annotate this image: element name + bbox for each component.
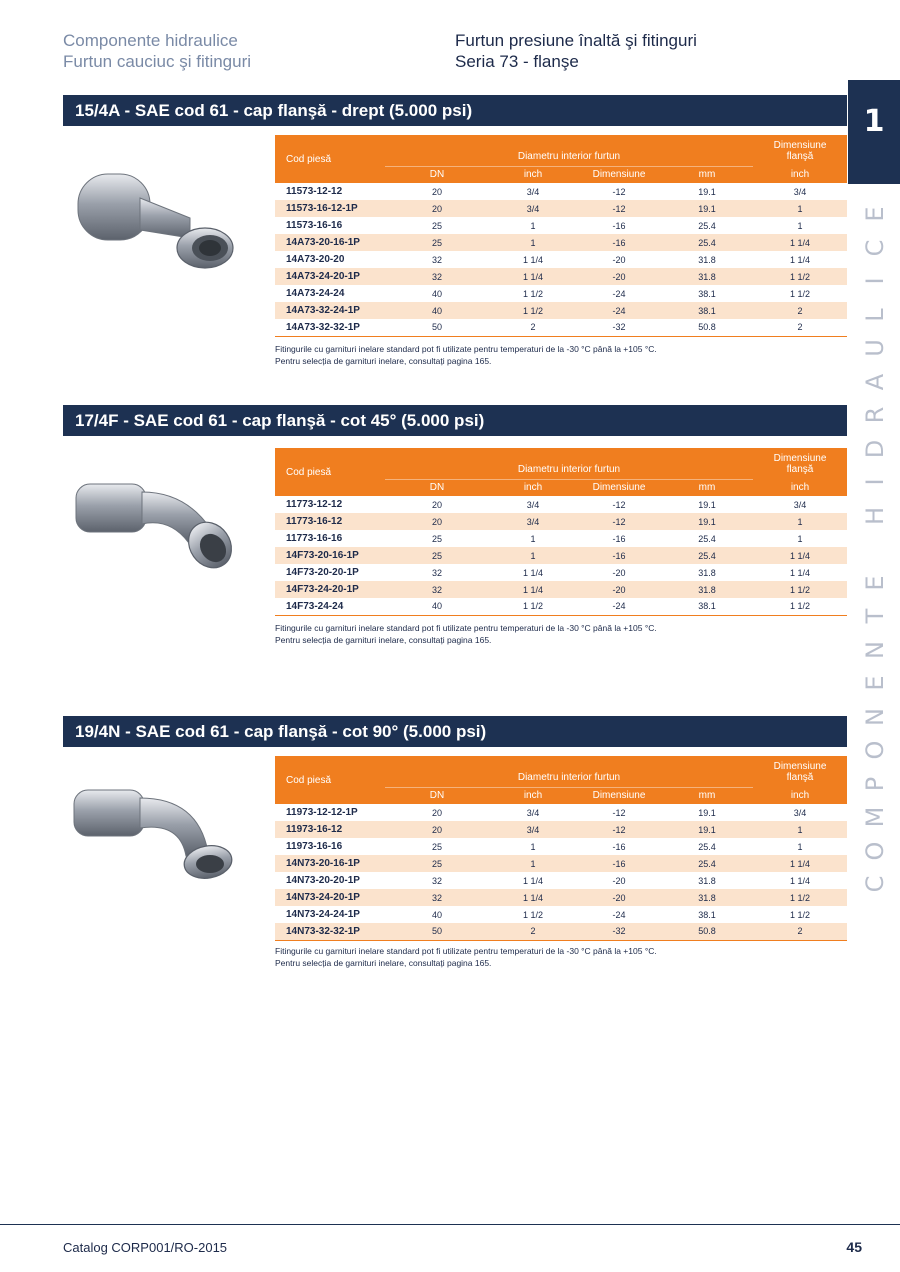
cell-part-code: 11573-16-16 [286, 220, 343, 231]
col-header-code: Cod piesă [275, 135, 385, 183]
cell-dn: 50 [385, 319, 489, 336]
cell-part-code: 14N73-24-24-1P [286, 909, 360, 920]
side-title-letter: E [861, 206, 889, 222]
cell-dimension: -12 [612, 186, 626, 197]
table-row [275, 838, 847, 855]
cell-mm: 31.8 [661, 889, 753, 906]
cell-mm: 38.1 [661, 598, 753, 615]
cell-inch: 3/4 [489, 821, 577, 838]
table-row [275, 183, 847, 200]
cell-part-code: 11773-16-12 [275, 513, 385, 530]
col-header-mm: mm [661, 166, 753, 183]
cell-flange-inch: 1 [753, 513, 847, 530]
cell-part-code: 11573-12-12 [286, 186, 343, 197]
cell-dimension: -20 [577, 581, 661, 598]
spec-table [275, 756, 847, 941]
cell-flange-inch: 1 1/2 [789, 288, 811, 299]
section-title: 19/4N - SAE cod 61 - cap flanşă - cot 90° (5.000 psi) [63, 716, 847, 747]
cell-flange-inch: 1 1/4 [753, 855, 847, 872]
cell-dimension: -12 [612, 499, 626, 510]
cell-flange-inch: 2 [753, 319, 847, 336]
cell-dimension: -16 [577, 855, 661, 872]
cell-inch: 1 [489, 855, 577, 872]
cell-part-code: 14F73-24-20-1P [275, 581, 385, 598]
cell-part-code: 11773-16-16 [286, 533, 343, 544]
table-row [275, 319, 847, 336]
cell-dn: 25 [431, 841, 442, 852]
side-title-letter: H [861, 506, 889, 525]
cell-dn: 25 [385, 855, 489, 872]
cell-dn: 32 [385, 889, 489, 906]
cell-mm: 25.4 [698, 220, 716, 231]
cell-part-code: 11973-16-16 [286, 841, 343, 852]
spec-table [275, 135, 847, 337]
cell-inch: 1 1/4 [489, 889, 577, 906]
cell-flange-inch: 3/4 [793, 499, 807, 510]
cell-mm: 50.8 [661, 319, 753, 336]
cell-mm: 19.1 [698, 807, 716, 818]
col-header-mm: mm [661, 479, 753, 496]
table-row [275, 564, 847, 581]
cell-mm: 50.8 [661, 923, 753, 940]
cell-part-code: 14F73-24-24 [275, 598, 385, 615]
col-header-flange-inch: inch [753, 479, 847, 496]
table-row [275, 234, 847, 251]
cell-flange-inch: 1 [797, 841, 803, 852]
table-row [275, 906, 847, 923]
note-seal-reference: Pentru selecția de garnituri inelare, consultați pagina 165. [275, 958, 492, 968]
cell-dimension: -16 [612, 841, 626, 852]
cell-dn: 32 [431, 567, 442, 578]
note-temperature: Fitingurile cu garnituri inelare standard pot fi utilizate pentru temperaturi de la -30 °C până la +105 °C. [275, 946, 657, 956]
cell-mm: 19.1 [698, 186, 716, 197]
cell-dimension: -16 [577, 547, 661, 564]
cell-inch: 1 1/4 [522, 254, 544, 265]
side-title-letter: N [861, 707, 889, 726]
45-degree-flange-fitting-image [70, 470, 250, 580]
cell-dn: 40 [431, 909, 442, 920]
cell-part-code: 14A73-24-20-1P [275, 268, 385, 285]
cell-flange-inch: 1 1/2 [789, 909, 811, 920]
cell-dimension: -16 [612, 533, 626, 544]
side-title-letter: D [861, 439, 889, 458]
col-header-flange-dimension [753, 448, 847, 479]
cell-inch: 1 [530, 841, 536, 852]
cell-flange-inch: 1 1/4 [753, 547, 847, 564]
cell-flange-inch: 1 1/4 [789, 254, 811, 265]
cell-dimension: -24 [612, 288, 626, 299]
side-title-letter: R [861, 406, 889, 424]
table-row [275, 251, 847, 268]
page-number: 45 [846, 1239, 862, 1255]
table-row [275, 302, 847, 319]
table-note [275, 945, 657, 969]
col-header-dn: DN [385, 166, 489, 183]
table-row [275, 268, 847, 285]
cell-dimension: -20 [612, 875, 626, 886]
cell-mm: 31.8 [698, 254, 716, 265]
col-header-code: Cod piesă [275, 756, 385, 804]
90-degree-flange-fitting-image [70, 782, 250, 892]
cell-flange-inch: 3/4 [793, 807, 807, 818]
note-seal-reference: Pentru selecția de garnituri inelare, consultați pagina 165. [275, 635, 492, 645]
side-title-letter: E [861, 675, 889, 691]
cell-part-code: 14N73-20-16-1P [275, 855, 385, 872]
table-row [275, 889, 847, 906]
cell-mm: 38.1 [661, 302, 753, 319]
cell-part-code: 11973-16-12 [275, 821, 385, 838]
cell-mm: 25.4 [698, 841, 716, 852]
cell-part-code: 14N73-32-32-1P [275, 923, 385, 940]
flange-dim-line1: Dimensiune [773, 760, 827, 772]
side-title-letter: A [861, 373, 889, 390]
cell-dimension: -12 [577, 821, 661, 838]
side-chapter-title [856, 200, 894, 900]
cell-inch: 1 1/4 [489, 581, 577, 598]
col-header-inner-diameter: Diametru interior furtun [385, 448, 753, 479]
cell-inch: 1 1/4 [522, 875, 544, 886]
table-row [275, 804, 847, 821]
header-left [63, 30, 251, 72]
cell-flange-inch: 1 1/4 [789, 567, 811, 578]
cell-dn: 20 [431, 499, 442, 510]
cell-mm: 31.8 [661, 268, 753, 285]
cell-part-code: 14N73-24-20-1P [275, 889, 385, 906]
footer-catalog: Catalog CORP001/RO-2015 [63, 1240, 228, 1255]
cell-dimension: -12 [577, 200, 661, 217]
header-right [455, 30, 697, 72]
cell-dn: 20 [431, 186, 442, 197]
section-title: 17/4F - SAE cod 61 - cap flanşă - cot 45° (5.000 psi) [63, 405, 847, 436]
cell-flange-inch: 1 [753, 200, 847, 217]
side-title-letter: O [861, 740, 889, 760]
header-product-line: Furtun presiune înaltă şi fitinguri [455, 31, 697, 50]
section-title: 15/4A - SAE cod 61 - cap flanşă - drept (5.000 psi) [63, 95, 847, 126]
cell-inch: 1 1/2 [489, 598, 577, 615]
table-row [275, 547, 847, 564]
side-title-letter: C [861, 239, 889, 256]
cell-mm: 19.1 [661, 821, 753, 838]
chapter-tab[interactable]: 1 [848, 80, 900, 184]
cell-dimension: -16 [577, 234, 661, 251]
cell-inch: 3/4 [526, 499, 540, 510]
cell-inch: 1 1/2 [522, 288, 544, 299]
flange-dim-line2: flanşă [786, 771, 814, 783]
cell-mm: 38.1 [698, 909, 716, 920]
col-header-flange-dimension [753, 756, 847, 787]
straight-flange-fitting-image [70, 160, 250, 270]
col-header-flange-inch: inch [753, 787, 847, 804]
cell-dn: 32 [385, 268, 489, 285]
cell-dimension: -12 [612, 807, 626, 818]
col-header-inch: inch [489, 787, 577, 804]
note-temperature: Fitingurile cu garnituri inelare standard pot fi utilizate pentru temperaturi de la -30 °C până la +105 °C. [275, 623, 657, 633]
cell-inch: 3/4 [526, 186, 540, 197]
note-temperature: Fitingurile cu garnituri inelare standard pot fi utilizate pentru temperaturi de la -30 °C până la +105 °C. [275, 344, 657, 354]
table-row [275, 496, 847, 513]
table-row [275, 217, 847, 234]
cell-part-code: 14A73-20-16-1P [275, 234, 385, 251]
cell-flange-inch: 2 [753, 923, 847, 940]
side-title-letter: M [861, 806, 889, 828]
side-title-letter: E [861, 574, 889, 591]
side-title-letter: U [861, 339, 889, 357]
cell-mm: 25.4 [661, 855, 753, 872]
table-row [275, 285, 847, 302]
cell-dimension: -24 [577, 302, 661, 319]
cell-mm: 31.8 [698, 875, 716, 886]
table-row [275, 821, 847, 838]
footer-divider [0, 1224, 900, 1225]
flange-dim-line2: flanşă [786, 463, 814, 475]
cell-dimension: -16 [612, 220, 626, 231]
flange-dim-line1: Dimensiune [773, 452, 827, 464]
cell-dimension: -24 [612, 909, 626, 920]
col-header-inner-diameter: Diametru interior furtun [385, 135, 753, 166]
table-row [275, 513, 847, 530]
cell-inch: 1 1/2 [489, 302, 577, 319]
col-header-dn: DN [385, 787, 489, 804]
cell-flange-inch: 1 [753, 821, 847, 838]
table-row [275, 855, 847, 872]
cell-part-code: 11573-16-12-1P [275, 200, 385, 217]
side-title-letter: N [861, 640, 889, 659]
cell-dimension: -20 [612, 567, 626, 578]
col-header-mm: mm [661, 787, 753, 804]
cell-inch: 2 [489, 923, 577, 940]
cell-part-code: 14A73-20-20 [286, 254, 345, 265]
col-header-flange-dimension [753, 135, 847, 166]
cell-dn: 32 [431, 254, 442, 265]
cell-dimension: -32 [577, 319, 661, 336]
cell-mm: 25.4 [698, 533, 716, 544]
cell-flange-inch: 3/4 [793, 186, 807, 197]
table-note [275, 622, 657, 646]
cell-dn: 40 [385, 302, 489, 319]
cell-flange-inch: 1 1/2 [753, 268, 847, 285]
cell-inch: 1 1/2 [522, 909, 544, 920]
cell-part-code: 11773-12-12 [286, 499, 343, 510]
flange-dim-line2: flanşă [786, 150, 814, 162]
flange-dim-line1: Dimensiune [773, 139, 827, 151]
cell-part-code: 14A73-32-24-1P [275, 302, 385, 319]
cell-inch: 1 [489, 234, 577, 251]
col-header-inch: inch [489, 166, 577, 183]
side-title-letter: L [861, 307, 889, 322]
cell-inch: 2 [489, 319, 577, 336]
table-row [275, 923, 847, 940]
cell-inch: 1 [530, 533, 536, 544]
table-row [275, 598, 847, 615]
table-note [275, 343, 657, 367]
cell-dn: 25 [385, 547, 489, 564]
cell-dn: 20 [385, 821, 489, 838]
cell-mm: 19.1 [661, 513, 753, 530]
cell-mm: 38.1 [698, 288, 716, 299]
cell-dn: 32 [431, 875, 442, 886]
cell-mm: 19.1 [661, 200, 753, 217]
col-header-code: Cod piesă [275, 448, 385, 496]
cell-part-code: 14F73-20-16-1P [275, 547, 385, 564]
cell-flange-inch: 2 [753, 302, 847, 319]
cell-dn: 32 [385, 581, 489, 598]
cell-inch: 1 1/4 [522, 567, 544, 578]
col-header-inner-diameter: Diametru interior furtun [385, 756, 753, 787]
cell-dn: 50 [385, 923, 489, 940]
cell-dimension: -20 [612, 254, 626, 265]
table-row [275, 530, 847, 547]
cell-part-code: 14A73-32-32-1P [275, 319, 385, 336]
col-header-inch: inch [489, 479, 577, 496]
cell-mm: 25.4 [661, 234, 753, 251]
cell-dn: 25 [431, 533, 442, 544]
side-title-letter: O [861, 841, 889, 860]
table-row [275, 872, 847, 889]
table-row [275, 581, 847, 598]
cell-part-code: 14A73-24-24 [286, 288, 345, 299]
side-title-letter: T [861, 608, 889, 624]
cell-dn: 20 [431, 807, 442, 818]
cell-dn: 20 [385, 200, 489, 217]
cell-dn: 25 [431, 220, 442, 231]
cell-inch: 1 1/4 [489, 268, 577, 285]
cell-part-code: 14N73-20-20-1P [286, 875, 360, 886]
cell-dimension: -24 [577, 598, 661, 615]
cell-part-code: 11973-12-12-1P [286, 807, 358, 818]
cell-flange-inch: 1 1/4 [789, 875, 811, 886]
col-header-dimension: Dimensiune [577, 166, 661, 183]
cell-inch: 3/4 [489, 513, 577, 530]
cell-dimension: -20 [577, 889, 661, 906]
col-header-dimension: Dimensiune [577, 787, 661, 804]
header-subcategory: Furtun cauciuc şi fitinguri [63, 52, 252, 71]
cell-dimension: -12 [577, 513, 661, 530]
cell-dimension: -32 [577, 923, 661, 940]
cell-dn: 40 [431, 288, 442, 299]
cell-flange-inch: 1 1/4 [753, 234, 847, 251]
cell-dimension: -20 [577, 268, 661, 285]
cell-mm: 25.4 [661, 547, 753, 564]
cell-mm: 19.1 [698, 499, 716, 510]
cell-mm: 31.8 [661, 581, 753, 598]
cell-inch: 3/4 [489, 200, 577, 217]
side-title-letter: P [861, 776, 889, 791]
cell-flange-inch: 1 1/2 [753, 598, 847, 615]
spec-table [275, 448, 847, 616]
cell-inch: 3/4 [526, 807, 540, 818]
table-row [275, 200, 847, 217]
col-header-dn: DN [385, 479, 489, 496]
cell-flange-inch: 1 1/2 [753, 889, 847, 906]
cell-dn: 40 [385, 598, 489, 615]
cell-flange-inch: 1 [797, 220, 803, 231]
cell-flange-inch: 1 1/2 [753, 581, 847, 598]
col-header-flange-inch: inch [753, 166, 847, 183]
cell-dn: 25 [385, 234, 489, 251]
header-series: Seria 73 - flanşe [455, 52, 579, 71]
cell-dn: 20 [385, 513, 489, 530]
cell-part-code: 14F73-20-20-1P [286, 567, 359, 578]
cell-inch: 1 [530, 220, 536, 231]
col-header-dimension: Dimensiune [577, 479, 661, 496]
side-title-letter: I [861, 478, 889, 486]
cell-inch: 1 [489, 547, 577, 564]
side-title-letter: I [861, 277, 889, 285]
header-category: Componente hidraulice [63, 31, 238, 50]
note-seal-reference: Pentru selecția de garnituri inelare, consultați pagina 165. [275, 356, 492, 366]
side-title-letter: C [861, 875, 889, 893]
cell-mm: 31.8 [698, 567, 716, 578]
cell-flange-inch: 1 [797, 533, 803, 544]
